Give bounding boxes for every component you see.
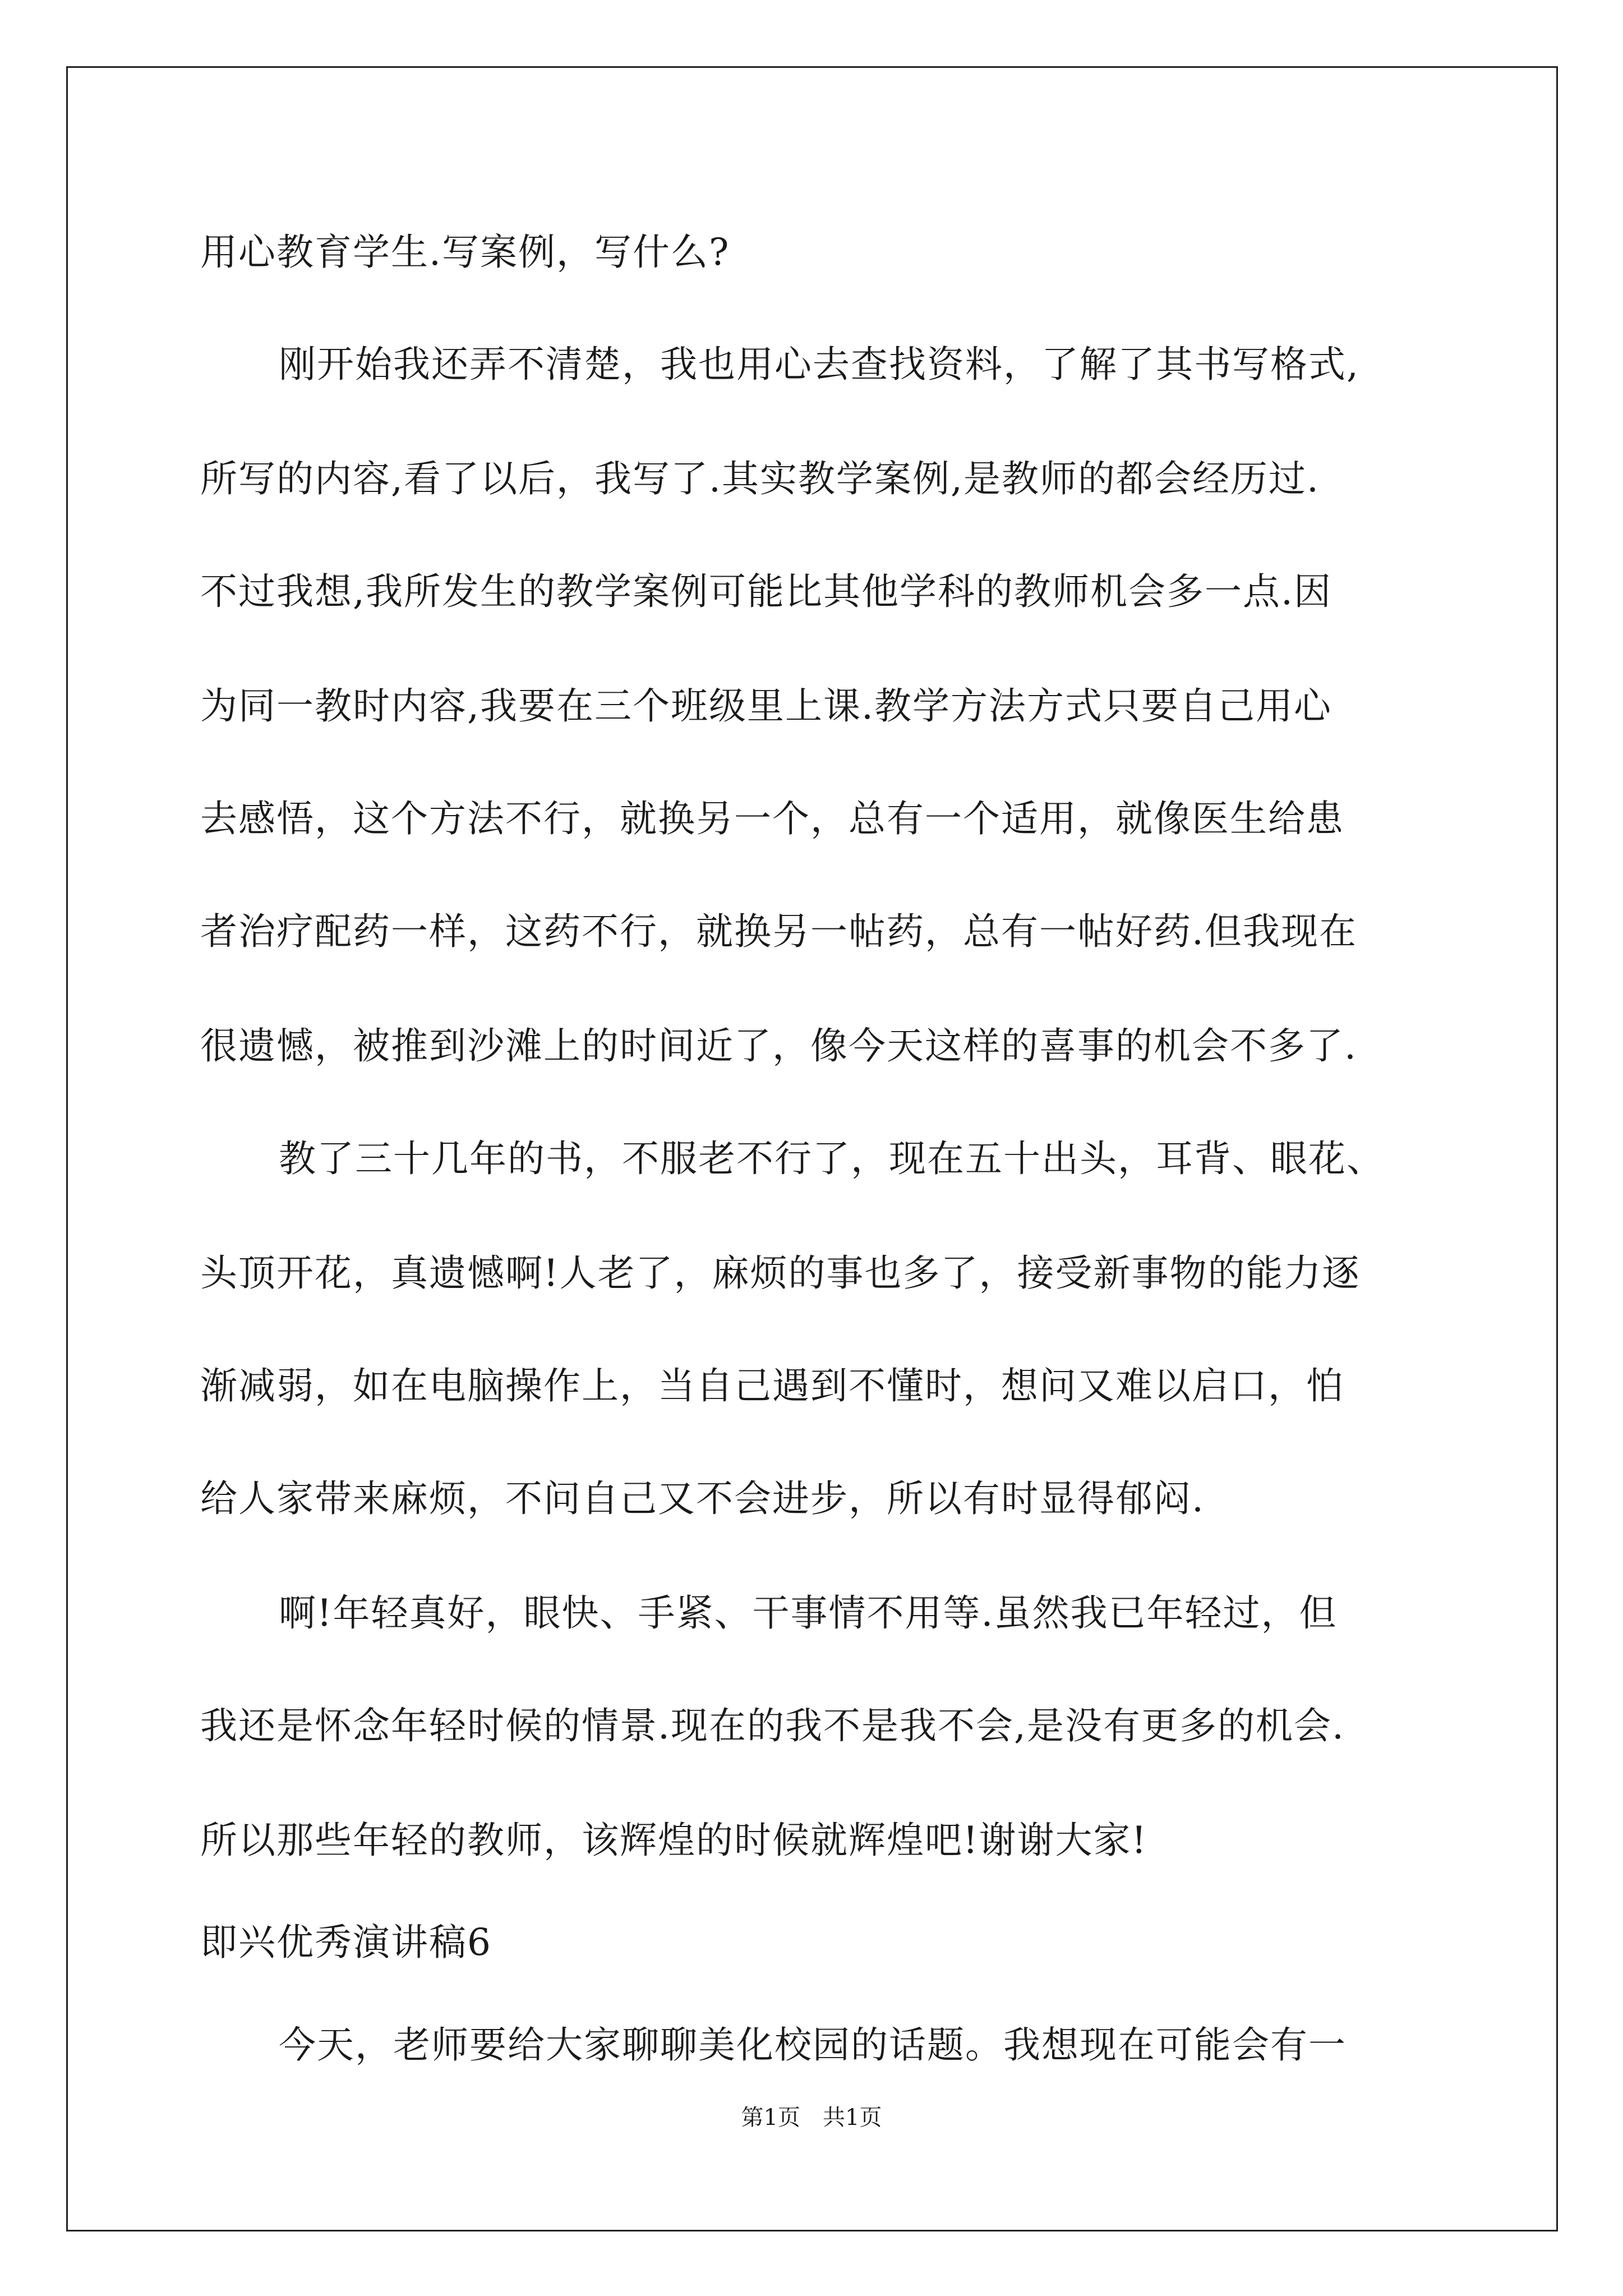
text-line-10: 头顶开花，真遗憾啊!人老了，麻烦的事也多了，接受新事物的能力逐 [200, 1251, 1361, 1295]
text-line-13: 啊!年轻真好，眼快、手紧、干事情不用等.虽然我已年轻过，但 [279, 1591, 1338, 1635]
text-line-15: 所以那些年轻的教师，该辉煌的时候就辉煌吧!谢谢大家! [200, 1819, 1148, 1862]
text-line-1: 用心教育学生.写案例，写什么? [200, 231, 730, 274]
page-footer: 第1页 共1页 [741, 2105, 882, 2131]
text-line-9: 教了三十几年的书，不服老不行了，现在五十出头，耳背、眼花、 [279, 1137, 1385, 1180]
text-line-4: 不过我想,我所发生的教学案例可能比其他学科的教师机会多一点.因 [200, 570, 1332, 613]
text-line-8: 很遗憾，被推到沙滩上的时间近了，像今天这样的喜事的机会不多了. [200, 1024, 1357, 1068]
text-line-2: 刚开始我还弄不清楚，我也用心去查找资料，了解了其书写格式, [279, 343, 1359, 386]
text-line-3: 所写的内容,看了以后，我写了.其实教学案例,是教师的都会经历过. [200, 457, 1320, 500]
text-line-12: 给人家带来麻烦，不问自己又不会进步，所以有时显得郁闷. [200, 1477, 1205, 1520]
text-line-6: 去感悟，这个方法不行，就换另一个，总有一个适用，就像医生给患 [200, 797, 1344, 840]
section-heading: 即兴优秀演讲稿6 [200, 1921, 492, 1964]
text-line-5: 为同一教时内容,我要在三个班级里上课.教学方法方式只要自己用心 [200, 684, 1332, 728]
text-line-16: 今天，老师要给大家聊聊美化校园的话题。我想现在可能会有一 [279, 2023, 1347, 2067]
text-line-14: 我还是怀念年轻时候的情景.现在的我不是我不会,是没有更多的机会. [200, 1704, 1345, 1747]
text-line-11: 渐减弱，如在电脑操作上，当自己遇到不懂时，想问又难以启口，怕 [200, 1364, 1344, 1407]
text-line-7: 者治疗配药一样，这药不行，就换另一帖药，总有一帖好药.但我现在 [200, 910, 1357, 953]
